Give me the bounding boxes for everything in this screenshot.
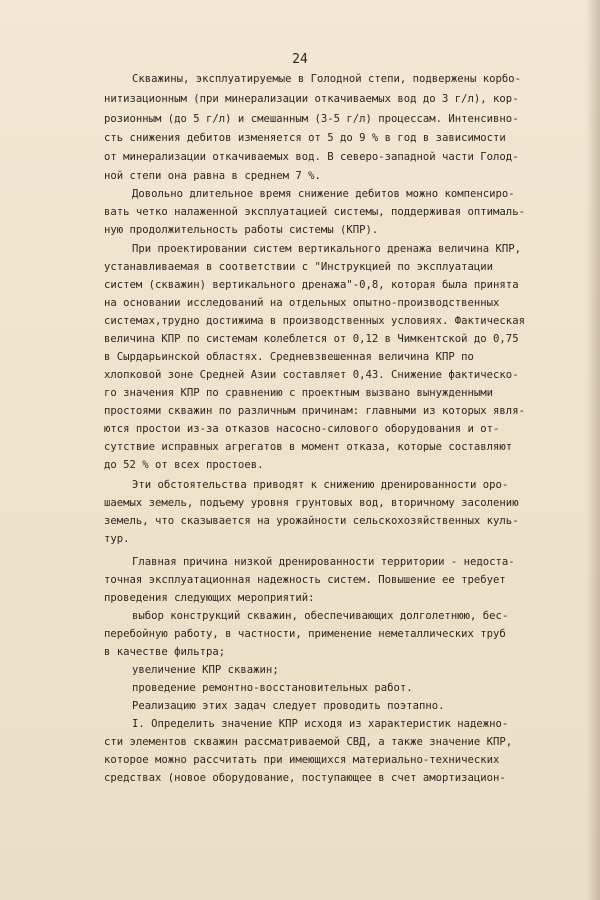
- text-line: системах,трудно достижима в производственных условиях. Фактическая: [104, 315, 525, 327]
- text-line: тур.: [104, 533, 130, 545]
- text-line: ную продолжительность работы системы (КПР).: [104, 224, 379, 236]
- text-line: сть снижения дебитов изменяется от 5 до 9 % в год в зависимости: [104, 132, 506, 144]
- text-line: простоями скважин по различным причинам: главными из которых явля-: [104, 405, 525, 417]
- text-line: до 52 % от всех простоев.: [104, 459, 264, 471]
- text-line: выбор конструкций скважин, обеспечивающих долголетнюю, бес-: [132, 610, 509, 622]
- page-number: 24: [292, 52, 308, 67]
- text-line: в качестве фильтра;: [104, 646, 226, 658]
- text-line: проведения следующих мероприятий:: [104, 592, 315, 604]
- text-line: I. Определить значение КПР исходя из характеристик надежно-: [132, 718, 509, 730]
- text-line: на основании исследований на отдельных опытно-производственных: [104, 297, 500, 309]
- text-line: в Сырдарьинской областях. Средневзвешенная величина КПР по: [104, 351, 474, 363]
- text-line: розионным (до 5 г/л) и смешанным (3-5 г/л) процессам. Интенсивно-: [104, 113, 519, 125]
- text-line: от минерализации откачиваемых вод. В северо-западной части Голод-: [104, 151, 519, 163]
- text-line: проведение ремонтно-восстановительных работ.: [132, 682, 413, 694]
- text-line: вать четко налаженной эксплуатацией системы, поддерживая оптималь-: [104, 206, 525, 218]
- text-line: нитизационным (при минерализации откачиваемых вод до 3 г/л), кор-: [104, 93, 519, 105]
- text-line: увеличение КПР скважин;: [132, 664, 279, 676]
- text-line: средствах (новое оборудование, поступающее в счет амортизацион-: [104, 772, 506, 784]
- text-line: При проектировании систем вертикального дренажа величина КПР,: [132, 243, 522, 255]
- text-line: устанавливаемая в соответствии с "Инструкцией по эксплуатации: [104, 261, 494, 273]
- page-edge-shadow: [586, 0, 600, 900]
- text-line: Довольно длительное время снижение дебитов можно компенсиро-: [132, 188, 515, 200]
- text-line: Главная причина низкой дренированности территории - недоста-: [132, 556, 515, 568]
- text-line: шаемых земель, подъему уровня грунтовых вод, вторичному засолению: [104, 497, 519, 509]
- text-line: перебойную работу, в частности, применение неметаллических труб: [104, 628, 506, 640]
- text-line: ются простои из-за отказов насосно-силового оборудования и от-: [104, 423, 500, 435]
- text-line: Реализацию этих задач следует проводить поэтапно.: [132, 700, 445, 712]
- text-line: сутствие исправных агрегатов в момент отказа, которые составляют: [104, 441, 513, 453]
- text-line: земель, что сказывается на урожайности сельскохозяйственных куль-: [104, 515, 519, 527]
- text-line: хлопковой зоне Средней Азии составляет 0,43. Снижение фактическо-: [104, 369, 519, 381]
- text-line: го значения КПР по сравнению с проектным вызвано вынужденными: [104, 387, 494, 399]
- text-line: ной степи она равна в среднем 7 %.: [104, 170, 321, 182]
- text-line: Скважины, эксплуатируемые в Голодной степи, подвержены корбо-: [132, 73, 522, 85]
- text-line: которое можно рассчитать при имеющихся материально-технических: [104, 754, 500, 766]
- text-line: величина КПР по системам колеблется от 0,12 в Чимкентской до 0,75: [104, 333, 519, 345]
- text-line: Эти обстоятельства приводят к снижению дренированности оро-: [132, 479, 509, 491]
- text-line: сти элементов скважин рассматриваемой СВД, а также значение КПР,: [104, 736, 513, 748]
- text-line: точная эксплуатационная надежность систем. Повышение ее требует: [104, 574, 506, 586]
- text-line: систем (скважин) вертикального дренажа"-0,8, которая была принята: [104, 279, 519, 291]
